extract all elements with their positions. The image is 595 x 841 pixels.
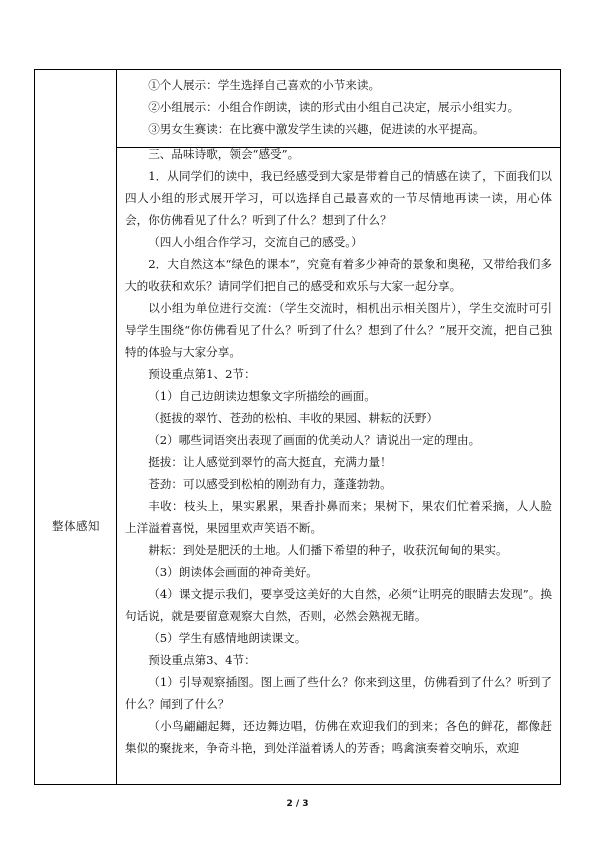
paragraph: 1．从同学们的读中，我已经感受到大家是带着自己的情感在读了，下面我们以四人小组的形式展开学习，可以选择自己最喜欢的一节尽情地再读一读，用心体会，你仿佛看见了什么？听到了什么？想到了什么？ (125, 169, 552, 227)
paragraph: （5）学生有感情地朗读课文。 (148, 631, 307, 645)
paragraph: （2）哪些词语突出表现了画面的优美动人？请说出一定的理由。 (148, 433, 481, 447)
paragraph: （3）朗读体会画面的神奇美好。 (148, 565, 318, 579)
paragraph: 预设重点第1、2节： (148, 367, 256, 381)
top-paragraph: ③男女生赛读：在比赛中激发学生读的兴趣，促进读的水平提高。 (148, 122, 485, 136)
paragraph: 苍劲：可以感受到松柏的刚劲有力，蓬蓬勃勃。 (148, 477, 392, 491)
category-column (35, 70, 117, 784)
category-label: 整体感知 (52, 519, 100, 533)
paragraph: 丰收：枝头上，果实累累，果香扑鼻而来；果树下，果农们忙着采摘，人人脸上洋溢着喜悦，果园里欢声笑语不断。 (125, 499, 552, 535)
paragraph: （1）引导观察插图。图上画了些什么？你来到这里，仿佛看到了什么？听到了什么？闻到了什么？ (125, 675, 552, 711)
paragraph: 以小组为单位进行交流：（学生交流时，相机出示相关图片），学生交流时可引导学生围绕“你仿佛看见了什么？听到了什么？想到了什么？”展开交流，把自己独特的体验与大家分享。 (125, 301, 552, 359)
lesson-table (34, 69, 561, 785)
paragraph: （4）课文提示我们，要享受这美好的大自然，必须“让明亮的眼睛去发现”。换句话说，就是要留意观察大自然，否则，必然会熟视无睹。 (125, 587, 552, 623)
paragraph: 三、品味诗歌，领会“感受”。 (148, 147, 300, 161)
top-paragraph: ②小组展示：小组合作朗读，读的形式由小组自己决定，展示小组实力。 (148, 100, 520, 114)
paragraph: 耕耘：到处是肥沃的土地。人们播下希望的种子，收获沉甸甸的果实。 (148, 543, 508, 557)
content-cell (125, 74, 552, 759)
paragraph: 挺拔：让人感觉到翠竹的高大挺直，充满力量！ (148, 455, 392, 469)
paragraph: 2．大自然这本“绿色的课本”，究竟有着多少神奇的景象和奥秘，又带给我们多大的收获和欢乐？请同学们把自己的感受和欢乐与大家一起分享。 (125, 257, 552, 293)
paragraph: （小鸟翩翩起舞，还边舞边唱，仿佛在欢迎我们的到来；各色的鲜花，都像赶集似的聚拢来，争奇斗艳，到处洋溢着诱人的芳香；鸣禽演奏着交响乐，欢迎 (125, 719, 552, 755)
paragraph: （四人小组合作学习，交流自己的感受。） (148, 235, 363, 249)
paragraph: （1）自己边朗读边想象文字所描绘的画面。 (148, 389, 376, 403)
paragraph: 预设重点第3、4节： (148, 653, 256, 667)
top-paragraph: ①个人展示：学生选择自己喜欢的小节来读。 (148, 78, 381, 92)
paragraph: （挺拔的翠竹、苍劲的松柏、丰收的果园、耕耘的沃野） (148, 411, 439, 425)
page-number: 2 / 3 (286, 799, 309, 809)
